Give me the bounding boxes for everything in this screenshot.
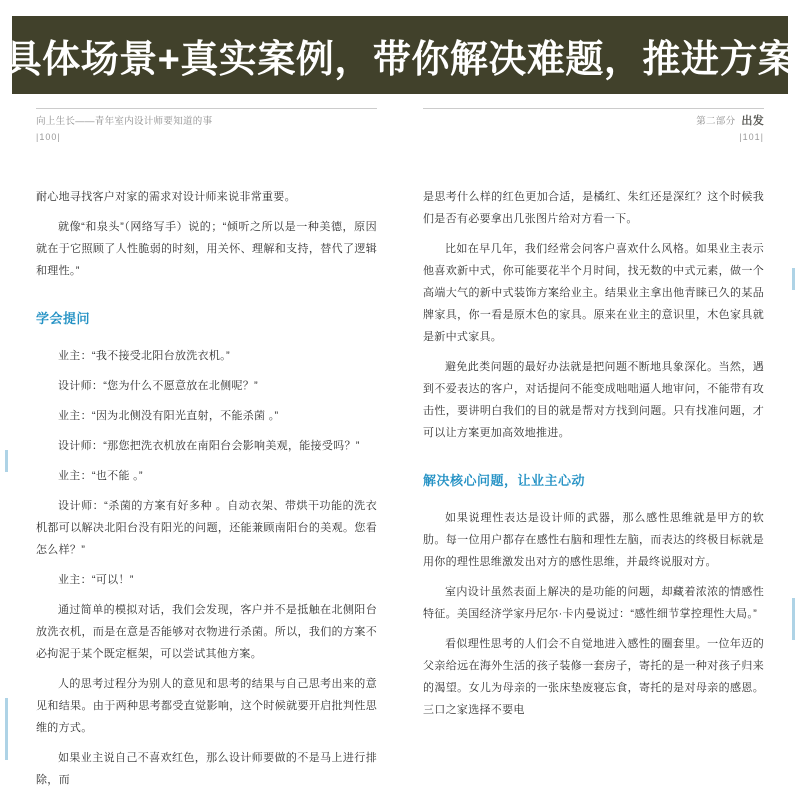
paragraph: 业主：“因为北侧没有阳光直射，不能杀菌 。” xyxy=(58,410,279,422)
paragraph: 设计师：“杀菌的方案有好多种 。自动衣架、带烘干功能的洗衣机都可以解决北阳台没有阳光的问题，还能兼顾南阳台的美观。您看怎么样？” xyxy=(36,500,377,556)
paragraph: 是思考什么样的红色更加合适，是橘红、朱红还是深红？这个时候我们是否有必要拿出几张图片给对方看一下。 xyxy=(423,191,764,225)
right-page-body xyxy=(423,186,764,729)
right-page-number: |101| xyxy=(739,132,764,142)
section-label: 出发 xyxy=(741,115,764,127)
paragraph: 设计师：“您为什么不愿意放在北侧呢？” xyxy=(58,380,259,392)
paragraph: 如果说理性表达是设计师的武器，那么感性思维就是甲方的软肋。每一位用户都存在感性右脑和理性左脑，而表达的终极目标就是用你的理性思维激发出对方的感性思维，并最终说服对方。 xyxy=(423,512,764,568)
paragraph: 室内设计虽然表面上解决的是功能的问题，却藏着浓浓的情感性特征。美国经济学家丹尼尔·卡内曼说过：“感性细节掌控理性大局。” xyxy=(423,586,764,620)
left-page xyxy=(36,108,377,800)
paragraph: 业主：“也不能 。” xyxy=(58,470,143,482)
edge-crop-mark xyxy=(5,698,8,760)
paragraph: 人的思考过程分为别人的意见和思考的结果与自己思考出来的意见和结果。由于两种思考都受直觉影响，这个时候就要开启批判性思维的方式。 xyxy=(36,678,377,734)
section-heading: 解决核心问题，让业主心动 xyxy=(423,473,586,488)
edge-crop-mark xyxy=(792,268,795,290)
left-running-head xyxy=(36,108,377,144)
paragraph: 通过简单的模拟对话，我们会发现，客户并不是抵触在北侧阳台放洗衣机，而是在意是否能够对衣物进行杀菌。所以，我们的方案不必拘泥于某个既定框架，可以尝试其他方案。 xyxy=(36,604,377,660)
right-page xyxy=(423,108,764,800)
banner-title: 具体场景+真实案例，带你解决难题，推进方案 xyxy=(3,38,797,81)
paragraph: 比如在早几年，我们经常会问客户喜欢什么风格。如果业主表示他喜欢新中式，你可能要花半个月时间，找无数的中式元素，做一个高端大气的新中式装饰方案给业主。结果业主拿出他青睐已久的某品牌家具，你一看是原木色的家具。原来在业主的意识里，木色家具就是新中式家具。 xyxy=(423,243,764,343)
paragraph: 业主：“我不接受北阳台放洗衣机。” xyxy=(58,350,230,362)
paragraph: 耐心地寻找客户对家的需求对设计师来说非常重要。 xyxy=(36,191,296,203)
part-label: 第二部分 xyxy=(696,116,736,127)
paragraph: 看似理性思考的人们会不自觉地进入感性的圈套里。一位年迈的父亲给远在海外生活的孩子装修一套房子，寄托的是一种对孩子归来的渴望。女儿为母亲的一张床垫废寝忘食，寄托的是对母亲的感恩。三口之家选择不要电 xyxy=(423,638,764,716)
book-spread xyxy=(36,108,764,800)
edge-crop-mark xyxy=(5,450,8,472)
right-running-head xyxy=(423,108,764,144)
book-title: 向上生长——青年室内设计师要知道的事 xyxy=(36,116,213,127)
paragraph: 如果业主说自己不喜欢红色，那么设计师要做的不是马上进行排除，而 xyxy=(36,752,377,786)
left-page-body xyxy=(36,186,377,799)
paragraph: 设计师：“那您把洗衣机放在南阳台会影响美观，能接受吗？” xyxy=(58,440,360,452)
left-page-number: |100| xyxy=(36,132,61,142)
paragraph: 避免此类问题的最好办法就是把问题不断地具象深化。当然，遇到不爱表达的客户，对话提问不能变成咄咄逼人地审问，不能带有攻击性，要讲明白我们的目的就是帮对方找到问题。只有找准问题，才可以让方案更加高效地推进。 xyxy=(423,361,764,439)
edge-crop-mark xyxy=(792,598,795,640)
top-banner xyxy=(3,16,797,94)
paragraph: 就像“和泉头”（网络写手）说的；“倾听之所以是一种美德，原因就在于它照顾了人性脆弱的时刻，用关怀、理解和支持，替代了逻辑和理性。” xyxy=(36,221,377,277)
paragraph: 业主：“可以！” xyxy=(58,574,134,586)
section-heading: 学会提问 xyxy=(36,311,91,326)
part-title xyxy=(423,115,764,128)
